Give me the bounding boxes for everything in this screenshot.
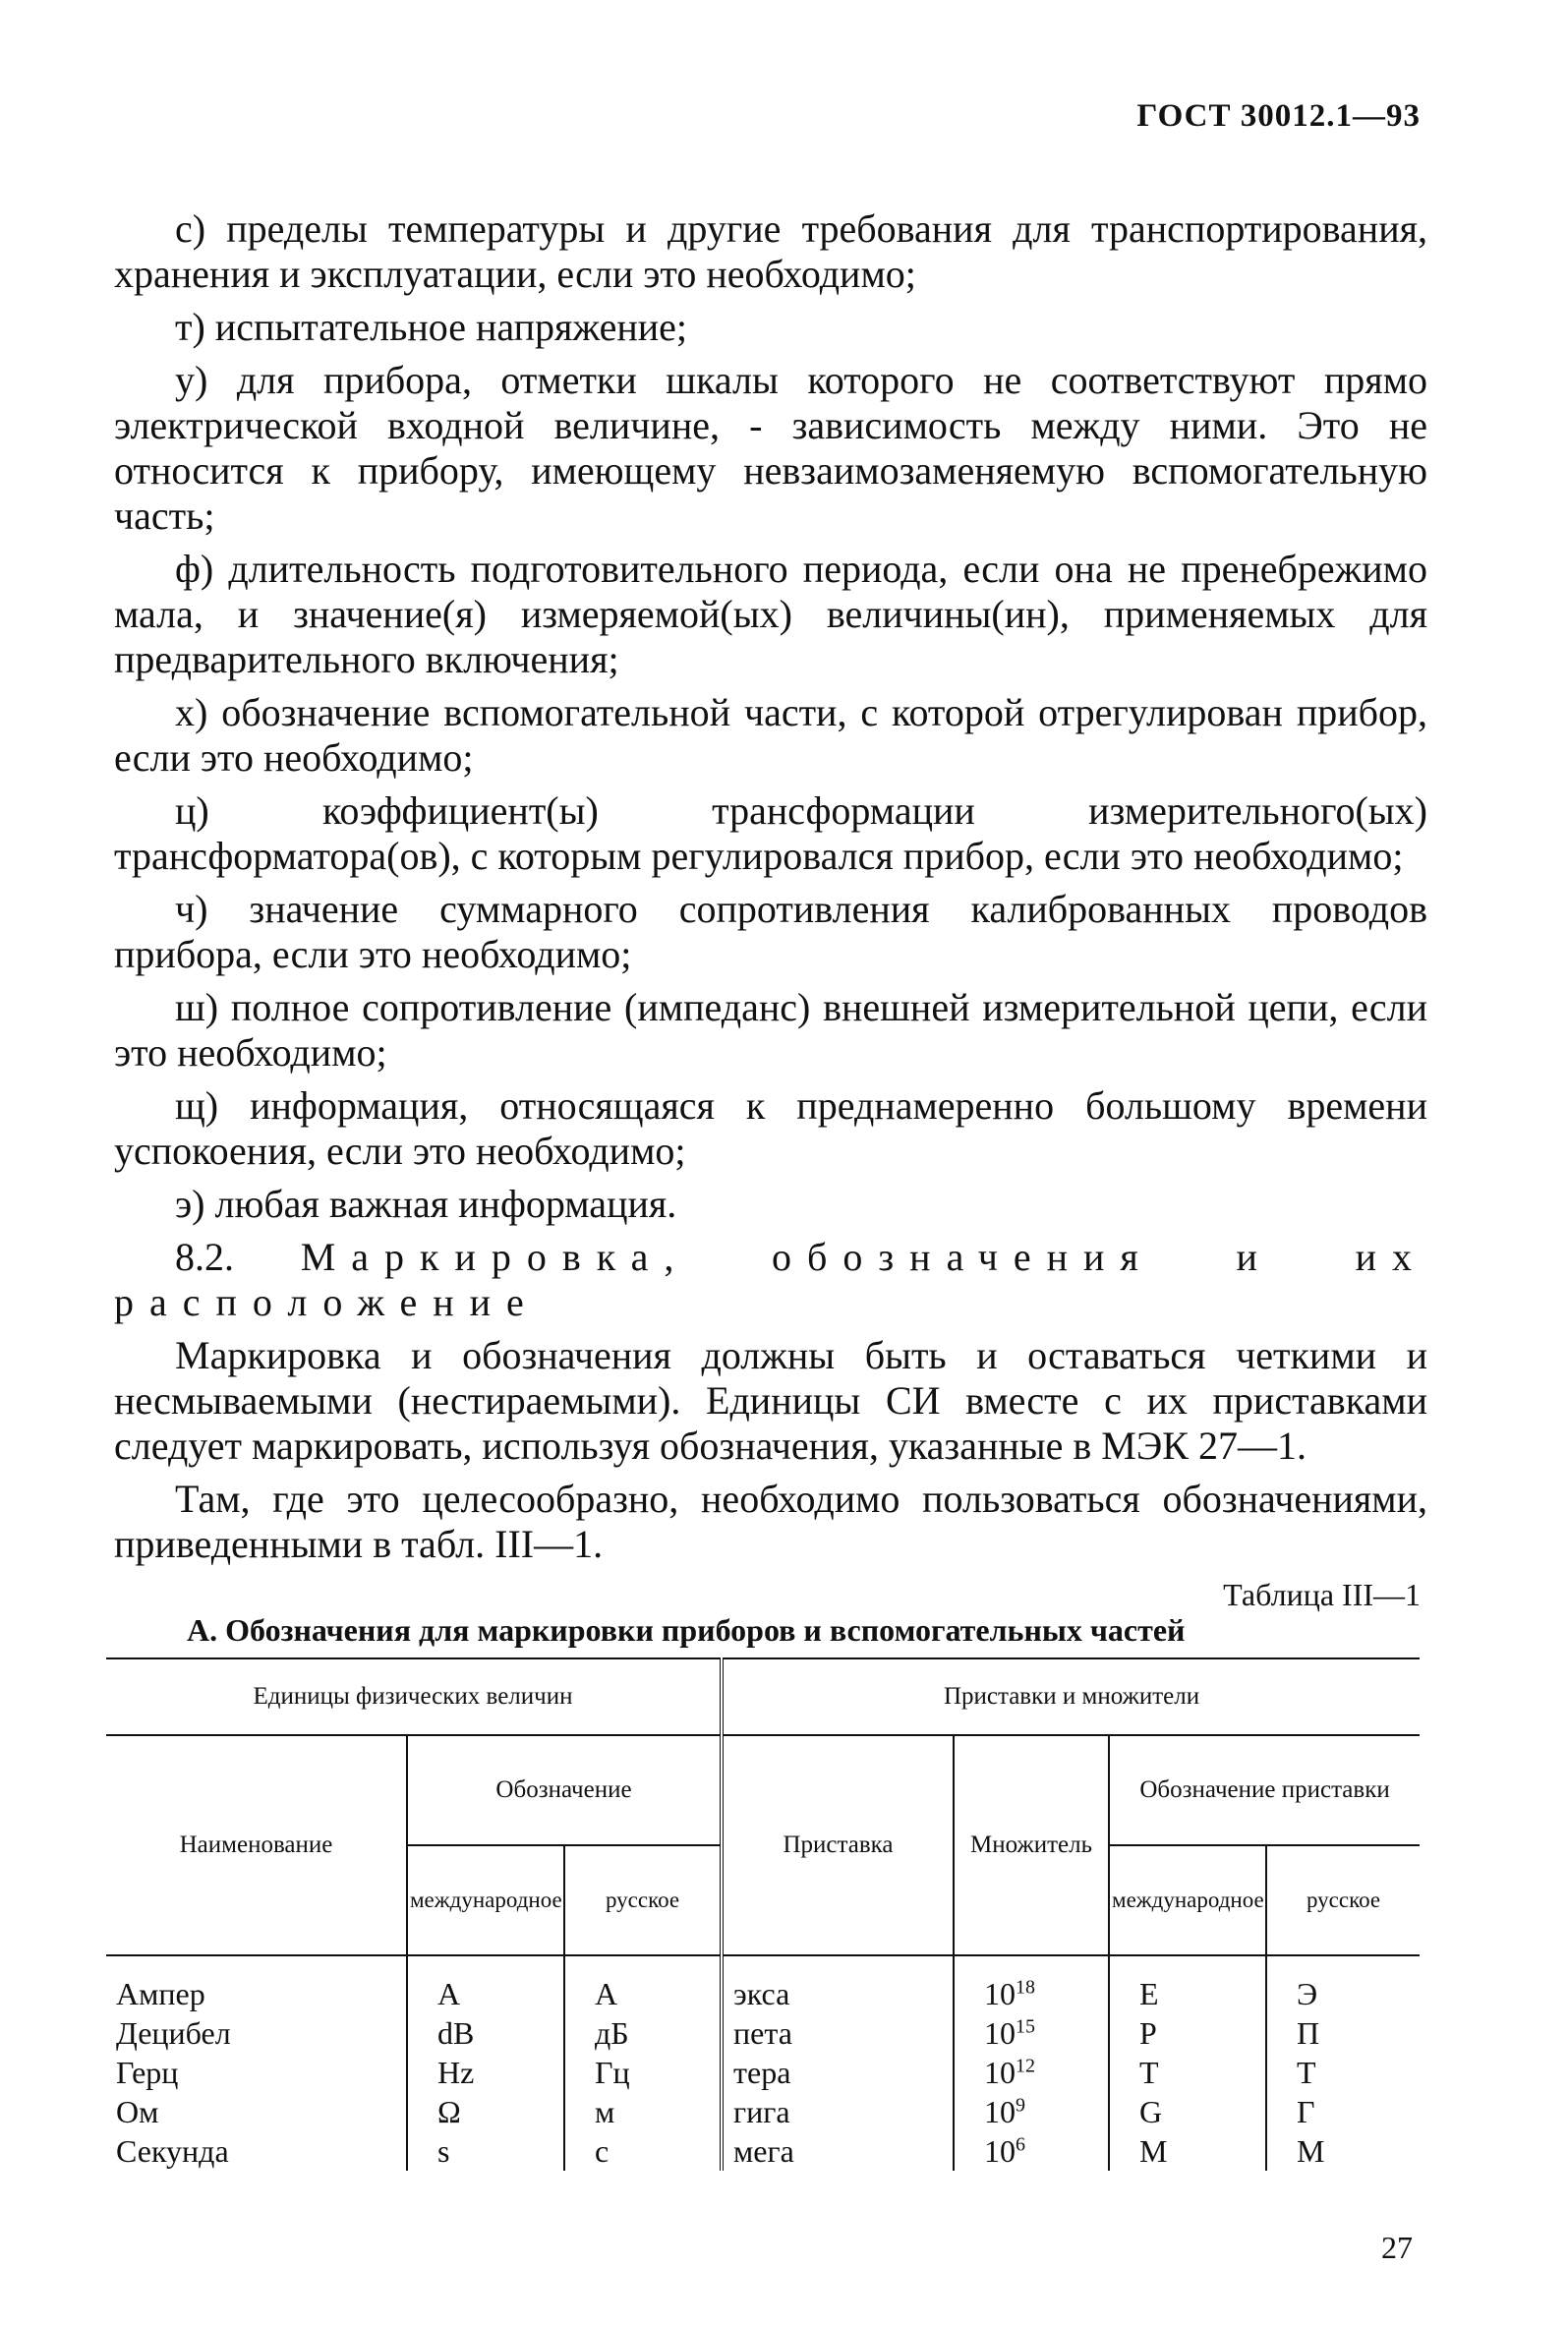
prefix-intl: G — [1109, 2092, 1266, 2131]
table-row — [106, 2131, 1420, 2171]
multiplier — [954, 1955, 1109, 2013]
prefix-name: экса — [722, 1955, 954, 2013]
multiplier-exponent: 18 — [1016, 1976, 1036, 1999]
unit-rus: с — [564, 2131, 722, 2171]
prefix-name: пета — [722, 2013, 954, 2053]
unit-intl: Hz — [407, 2053, 564, 2092]
unit-name: Децибел — [106, 2013, 407, 2053]
prefix-intl: P — [1109, 2013, 1266, 2053]
prefix-designation-column-header: Обозначение приставки — [1109, 1735, 1420, 1845]
prefixes-group-header: Приставки и множители — [722, 1658, 1420, 1735]
units-table — [106, 1657, 1420, 2171]
list-item-u: у) для прибора, отметки шкалы которого не соответствуют прямо электрической входной величине, - зависимость между ними. Это не относится к прибору, имеющему невзаимозаменяемую вспомогательную часть; — [114, 358, 1427, 538]
multiplier-base: 10 — [984, 2094, 1016, 2129]
multiplier-base: 10 — [984, 2015, 1016, 2051]
multiplier-column-header: Множитель — [954, 1735, 1109, 1955]
multiplier-base: 10 — [984, 2133, 1016, 2169]
international-column-header: международное — [407, 1845, 564, 1955]
unit-rus: м — [564, 2092, 722, 2131]
list-item-s: с) пределы температуры и другие требования для транспортирования, хранения и эксплуатации, если это необходимо; — [114, 206, 1427, 296]
unit-intl: dB — [407, 2013, 564, 2053]
units-group-header: Единицы физических величин — [106, 1658, 722, 1735]
list-item-t: т) испытательное напряжение; — [175, 305, 687, 349]
multiplier — [954, 2053, 1109, 2092]
multiplier — [954, 2013, 1109, 2053]
list-item-ts: ц) коэффициент(ы) трансформации измерительного(ых) трансформатора(ов), с которым регулировался прибор, если это необходимо; — [114, 788, 1427, 878]
document-body — [114, 206, 1427, 1567]
prefix-column-header: Приставка — [722, 1735, 954, 1955]
table-row — [106, 2053, 1420, 2092]
prefix-international-column-header: международное — [1109, 1845, 1266, 1955]
multiplier — [954, 2131, 1109, 2171]
unit-name: Ом — [106, 2092, 407, 2131]
multiplier-base: 10 — [984, 1976, 1016, 2011]
russian-column-header: русское — [564, 1845, 722, 1955]
multiplier-exponent: 15 — [1016, 2015, 1036, 2038]
body-paragraph: Маркировка и обозначения должны быть и оставаться четкими и несмываемыми (нестираемыми). Единицы СИ вместе с их приставками следует маркировать, используя обозначения, указанные в МЭК 27—1. — [114, 1333, 1427, 1468]
prefix-intl: T — [1109, 2053, 1266, 2092]
prefix-name: тера — [722, 2053, 954, 2092]
unit-rus: дБ — [564, 2013, 722, 2053]
document-header: ГОСТ 30012.1—93 — [1136, 98, 1421, 134]
multiplier-exponent: 6 — [1016, 2133, 1026, 2156]
designation-column-header: Обозначение — [407, 1735, 722, 1845]
table-row — [106, 2092, 1420, 2131]
page-number: 27 — [1381, 2230, 1413, 2265]
unit-intl: s — [407, 2131, 564, 2171]
section-heading — [114, 1235, 1427, 1325]
unit-name: Секунда — [106, 2131, 407, 2171]
prefix-rus: Т — [1266, 2053, 1420, 2092]
multiplier-base: 10 — [984, 2055, 1016, 2090]
prefix-rus: Э — [1266, 1955, 1420, 2013]
list-item-f: ф) длительность подготовительного периода, если она не пренебрежимо мала, и значение(я) измеряемой(ых) величины(ин), применяемых для предварительного включения; — [114, 547, 1427, 681]
prefix-name: мега — [722, 2131, 954, 2171]
prefix-intl: M — [1109, 2131, 1266, 2171]
list-item-sh: ш) полное сопротивление (импеданс) внешней измерительной цепи, если это необходимо; — [114, 985, 1427, 1075]
table-row — [106, 2013, 1420, 2053]
list-item-e: э) любая важная информация. — [175, 1182, 677, 1226]
section-title: Маркировка, обозначения и их расположение — [114, 1235, 1428, 1324]
name-column-header: Наименование — [106, 1735, 407, 1955]
table-label: Таблица III—1 — [1223, 1577, 1421, 1612]
unit-rus: Гц — [564, 2053, 722, 2092]
list-item-kh: х) обозначение вспомогательной части, с которой отрегулирован прибор, если это необходимо; — [114, 690, 1427, 780]
multiplier-exponent: 12 — [1016, 2055, 1036, 2077]
prefix-rus: Г — [1266, 2092, 1420, 2131]
table-row — [106, 1955, 1420, 2013]
prefix-rus: М — [1266, 2131, 1420, 2171]
unit-name: Герц — [106, 2053, 407, 2092]
table-title: А. Обозначения для маркировки приборов и вспомогательных частей — [187, 1612, 1186, 1648]
unit-intl: A — [407, 1955, 564, 2013]
list-item-ch: ч) значение суммарного сопротивления калиброванных проводов прибора, если это необходимо; — [114, 887, 1427, 976]
unit-intl: Ω — [407, 2092, 564, 2131]
unit-rus: А — [564, 1955, 722, 2013]
unit-name: Ампер — [106, 1955, 407, 2013]
multiplier — [954, 2092, 1109, 2131]
multiplier-exponent: 9 — [1016, 2094, 1026, 2117]
prefix-name: гига — [722, 2092, 954, 2131]
prefix-rus: П — [1266, 2013, 1420, 2053]
list-item-shch: щ) информация, относящаяся к преднамеренно большому времени успокоения, если это необходимо; — [114, 1083, 1427, 1173]
section-number: 8.2. — [175, 1235, 234, 1279]
body-paragraph: Там, где это целесообразно, необходимо пользоваться обозначениями, приведенными в табл. III—1. — [114, 1477, 1427, 1566]
prefix-russian-column-header: русское — [1266, 1845, 1420, 1955]
prefix-intl: E — [1109, 1955, 1266, 2013]
